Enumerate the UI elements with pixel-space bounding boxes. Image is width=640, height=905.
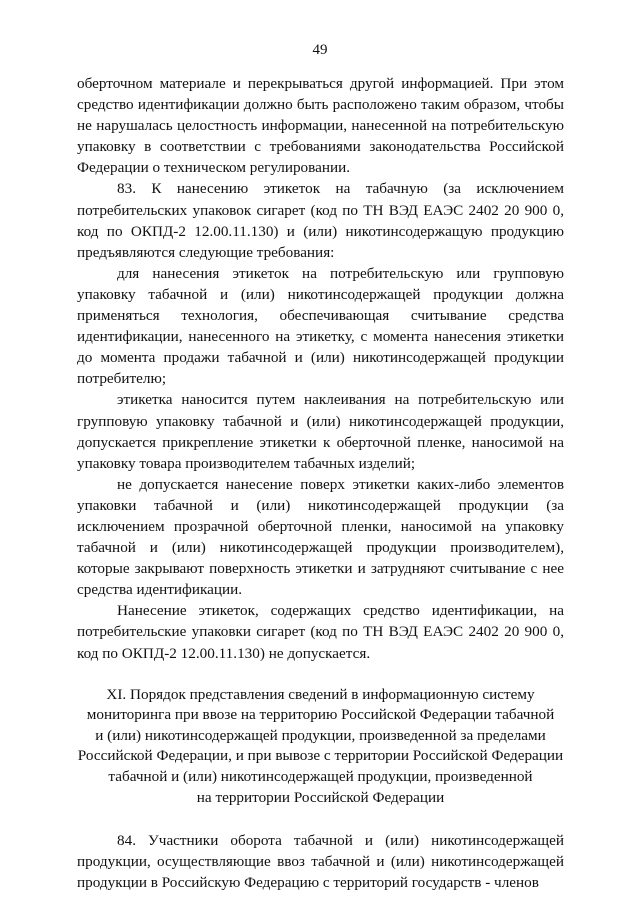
paragraph-83: 83. К нанесению этикеток на табачную (за исключением потребительских упаковок сигарет (код по ТН ВЭД ЕАЭС 2402 20 900 0, код по ОКПД-2 12.00.11.130) и (или) никотинсодержащую продукцию предъявляются следующие требования:: [77, 180, 564, 261]
requirement-no-covering: не допускается нанесение поверх этикетки каких-либо элементов упаковки табачной и (или) никотинсодержащей продукции (за исключением прозрачной оберточной пленки, наносимой на упаковку табачной и (или) никотинсодержащей продукции производителем), которые закрывают поверхность этикетки и затрудняют считывание с нее средства идентификации.: [77, 475, 564, 599]
requirement-technology: для нанесения этикеток на потребительскую или групповую упаковку табачной и (или) никотинсодержащей продукции должна применяться технология, обеспечивающая считывание средства идентификации, нанесенного на этикетку, с момента нанесения этикетки до момента продажи табачной и (или) никотинсодержащей продукции потребителю;: [77, 264, 564, 388]
cigarette-labeling-restriction: Нанесение этикеток, содержащих средство идентификации, на потребительские упаковки сигарет (код по ТН ВЭД ЕАЭС 2402 20 900 0, код по ОКПД-2 12.00.11.130) не допускается.: [77, 602, 564, 662]
paragraph-84: 84. Участники оборота табачной и (или) никотинсодержащей продукции, осуществляющие ввоз табачной и (или) никотинсодержащей продукции в Российскую Федерацию с территорий государств - членов: [77, 832, 564, 892]
section-heading-xi: XI. Порядок представления сведений в информационную систему мониторинга при ввозе на территорию Российской Федерации табачной и (или) никотинсодержащей продукции, произведенной за пределами Российской Федерации, и при вывозе с территории Российской Федерации табачной и (или) никотинсодержащей продукции, произведенной на территории Российской Федерации: [77, 685, 564, 806]
requirement-labeling-method: этикетка наносится путем наклеивания на потребительскую или групповую упаковку табачной и (или) никотинсодержащей продукции, допускается прикрепление этикетки к оберточной пленке, наносимой на упаковку товара производителем табачных изделий;: [77, 391, 564, 472]
document-body: [77, 73, 564, 893]
paragraph-continuation: оберточном материале и перекрываться другой информацией. При этом средство идентификации должно быть расположено таким образом, чтобы не нарушалась целостность информации, нанесенной на потребительскую упаковку в соответствии с требованиями законодательства Российской Федерации о техническом регулировании.: [77, 75, 564, 177]
page-number: 49: [312, 42, 328, 58]
